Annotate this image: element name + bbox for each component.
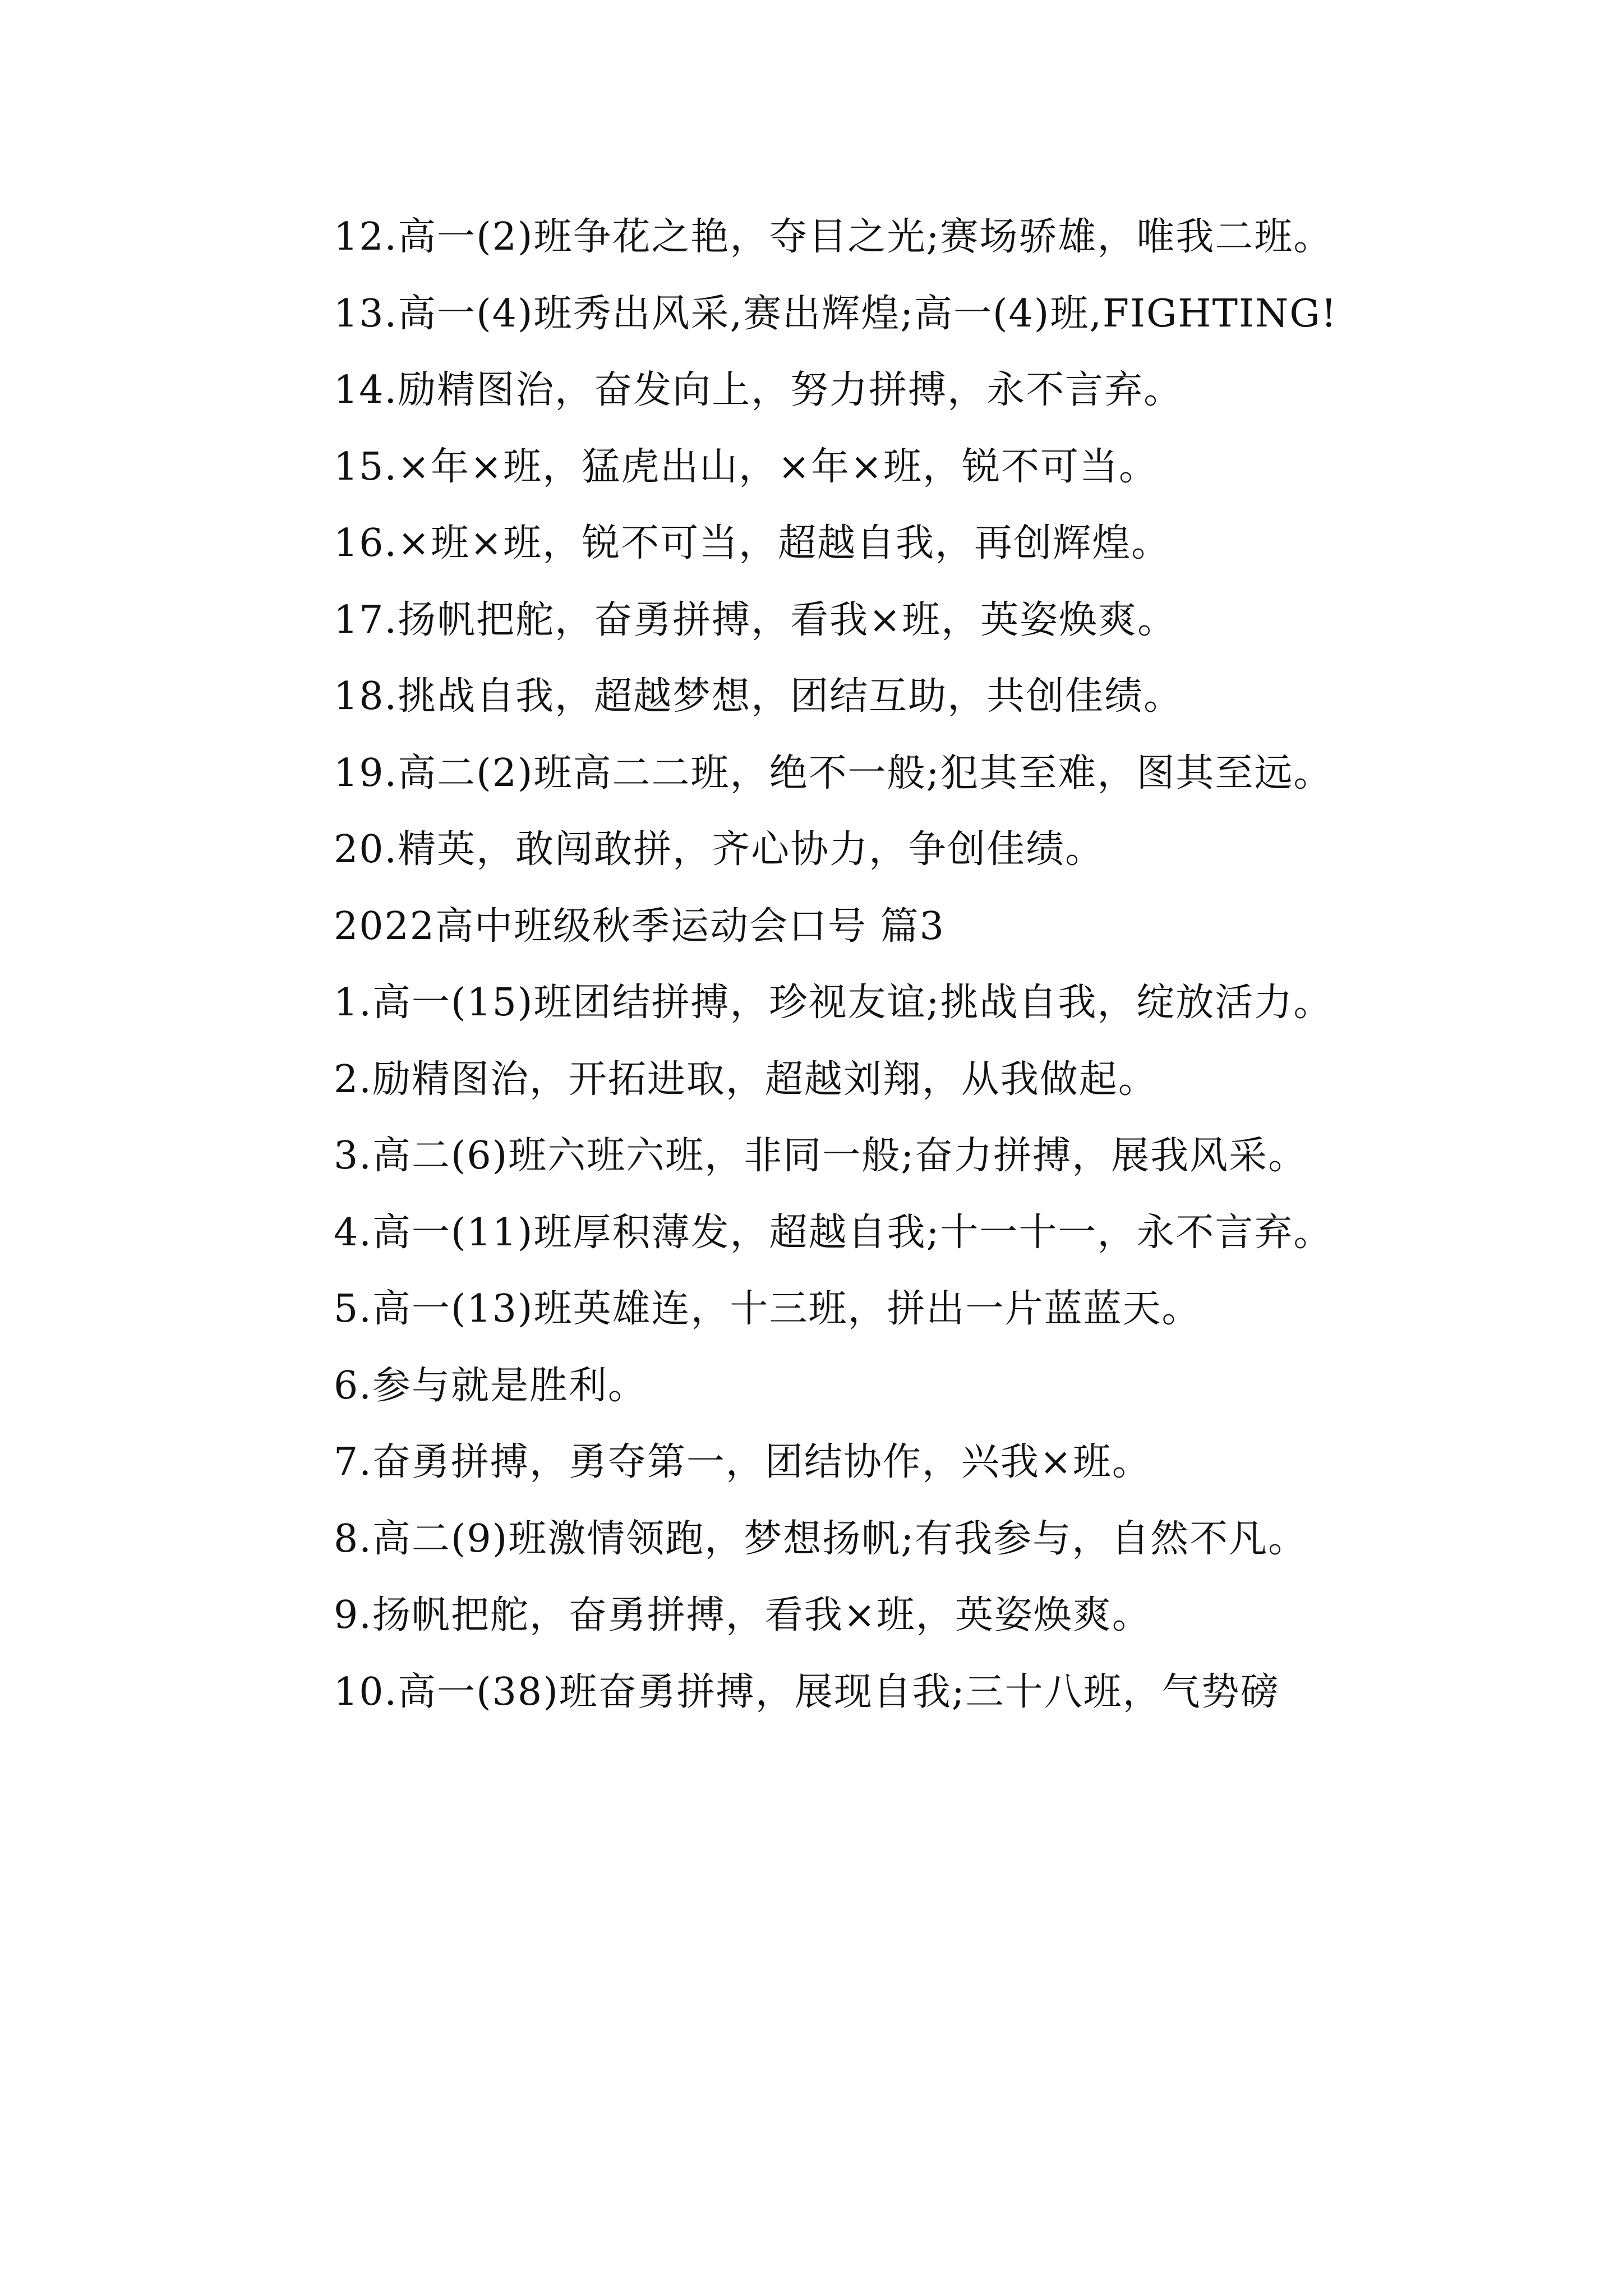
section-heading: 2022高中班级秋季运动会口号 篇3 (334, 904, 945, 949)
paragraph-slogan-3: 3.高二(6)班六班六班，非同一般;奋力拼搏，展我风采。 (334, 1134, 1308, 1178)
paragraph-slogan-15: 15.×年×班，猛虎出山，×年×班，锐不可当。 (334, 444, 1159, 489)
paragraph-slogan-16: 16.×班×班，锐不可当，超越自我，再创辉煌。 (334, 521, 1171, 565)
paragraph-slogan-8: 8.高二(9)班激情领跑，梦想扬帆;有我参与，自然不凡。 (334, 1516, 1308, 1561)
paragraph-slogan-18: 18.挑战自我，超越梦想，团结互助，共创佳绩。 (334, 674, 1183, 719)
paragraph-slogan-6: 6.参与就是胜利。 (334, 1363, 647, 1408)
paragraph-slogan-12: 12.高一(2)班争花之艳，夺目之光;赛场骄雄，唯我二班。 (334, 215, 1333, 259)
paragraph-slogan-13: 13.高一(4)班秀出风采,赛出辉煌;高一(4)班,FIGHTING! (334, 291, 1338, 336)
paragraph-slogan-9: 9.扬帆把舵，奋勇拼搏，看我×班，英姿焕爽。 (334, 1593, 1151, 1637)
paragraph-slogan-20: 20.精英，敢闯敢拼，齐心协力，争创佳绩。 (334, 827, 1105, 872)
document-body (250, 199, 1388, 1731)
paragraph-slogan-2: 2.励精图治，开拓进取，超越刘翔，从我做起。 (334, 1057, 1158, 1102)
paragraph-slogan-4: 4.高一(11)班厚积薄发，超越自我;十一十一，永不言弃。 (334, 1210, 1333, 1255)
paragraph-slogan-7: 7.奋勇拼搏，勇夺第一，团结协作，兴我×班。 (334, 1440, 1151, 1484)
paragraph-slogan-5: 5.高一(13)班英雄连，十三班，拼出一片蓝蓝天。 (334, 1287, 1201, 1331)
paragraph-slogan-14: 14.励精图治，奋发向上，努力拼搏，永不言弃。 (334, 368, 1183, 412)
paragraph-slogan-17: 17.扬帆把舵，奋勇拼搏，看我×班，英姿焕爽。 (334, 597, 1177, 642)
paragraph-slogan-10: 10.高一(38)班奋勇拼搏，展现自我;三十八班，气势磅 (334, 1669, 1280, 1714)
paragraph-slogan-19: 19.高二(2)班高二二班，绝不一般;犯其至难，图其至远。 (334, 751, 1333, 795)
paragraph-slogan-1: 1.高一(15)班团结拼搏，珍视友谊;挑战自我，绽放活力。 (334, 981, 1333, 1025)
